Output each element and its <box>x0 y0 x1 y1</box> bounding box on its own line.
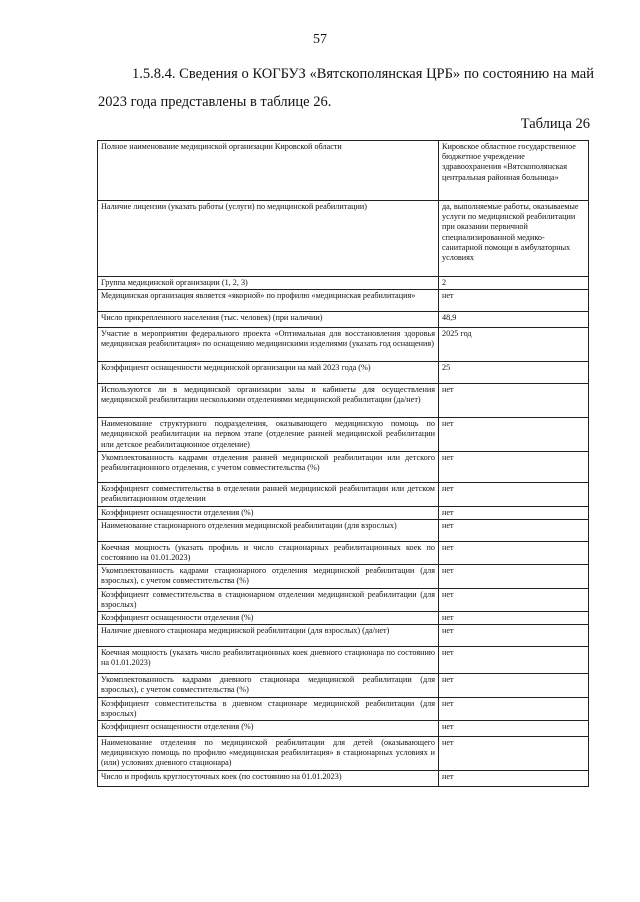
table-row <box>98 721 589 737</box>
row-question: Коэффициент совместительства в дневном стационаре медицинской реабилитации (для взрослых) <box>98 697 439 720</box>
table-row <box>98 277 589 290</box>
table-row <box>98 771 589 787</box>
row-answer: нет <box>439 625 589 647</box>
row-answer: нет <box>439 647 589 674</box>
row-question: Наименование структурного подразделения, оказывающего медицинскую помощь по медицинской реабилитации на первом этапе (отделение ранней медицинской реабилитации или детское реабилитационное отделение) <box>98 418 439 452</box>
row-question: Полное наименование медицинской организации Кировской области <box>98 141 439 201</box>
rehabilitation-info-table <box>97 140 589 787</box>
table-row <box>98 328 589 362</box>
table-label: Таблица 26 <box>520 116 590 132</box>
row-answer: нет <box>439 384 589 418</box>
row-question: Участие в мероприятии федерального проекта «Оптимальная для восстановления здоровья медицинская реабилитация» по оснащению медицинскими изделиями (указать год оснащения) <box>98 328 439 362</box>
row-question: Коечная мощность (указать профиль и число стационарных реабилитационных коек по состоянию на 01.01.2023) <box>98 541 439 564</box>
table-row <box>98 612 589 625</box>
row-question: Коэффициент оснащенности отделения (%) <box>98 612 439 625</box>
row-answer: нет <box>439 737 589 771</box>
table-row <box>98 141 589 201</box>
row-question: Наименование отделения по медицинской реабилитации для детей (оказывающего медицинскую помощь по профилю «медицинская реабилитация» в стационарных условиях и (или) условиях дневного стационара) <box>98 737 439 771</box>
row-question: Коэффициент совместительства в отделении ранней медицинской реабилитации или детском реабилитационном отделении <box>98 483 439 506</box>
table-row <box>98 290 589 312</box>
row-answer: нет <box>439 697 589 720</box>
row-answer: нет <box>439 483 589 506</box>
row-answer: 2025 год <box>439 328 589 362</box>
row-question: Коэффициент совместительства в стационарном отделении медицинской реабилитации (для взрослых) <box>98 588 439 611</box>
row-answer: нет <box>439 541 589 564</box>
table-row <box>98 506 589 519</box>
table-row <box>98 519 589 541</box>
table-row <box>98 625 589 647</box>
row-question: Укомплектованность кадрами дневного стационара медицинской реабилитации (для взрослых), с учетом совместительства (%) <box>98 674 439 697</box>
row-question: Коэффициент оснащенности медицинской организации на май 2023 года (%) <box>98 362 439 384</box>
row-question: Группа медицинской организации (1, 2, 3) <box>98 277 439 290</box>
row-question: Число прикрепленного населения (тыс. человек) (при наличии) <box>98 312 439 328</box>
row-question: Укомплектованность кадрами отделения ранней медицинской реабилитации или детского реабилитационного отделения, с учетом совместительства (%) <box>98 452 439 483</box>
row-answer: нет <box>439 565 589 588</box>
row-question: Число и профиль круглосуточных коек (по состоянию на 01.01.2023) <box>98 771 439 787</box>
row-question: Коэффициент оснащенности отделения (%) <box>98 506 439 519</box>
row-question: Коэффициент оснащенности отделения (%) <box>98 721 439 737</box>
table-row <box>98 697 589 720</box>
row-answer: нет <box>439 506 589 519</box>
row-answer: нет <box>439 612 589 625</box>
table-row <box>98 565 589 588</box>
table-row <box>98 384 589 418</box>
row-answer: 48,9 <box>439 312 589 328</box>
table-row <box>98 418 589 452</box>
row-question: Медицинская организация является «якорной» по профилю «медицинская реабилитация» <box>98 290 439 312</box>
row-answer: 2 <box>439 277 589 290</box>
row-answer: нет <box>439 452 589 483</box>
row-answer: нет <box>439 290 589 312</box>
table-row <box>98 452 589 483</box>
table-row <box>98 647 589 674</box>
table-row <box>98 674 589 697</box>
table-row <box>98 201 589 277</box>
row-answer: Кировское областное государственное бюджетное учреждение здравоохранения «Вятскополянская центральная районная больница» <box>439 141 589 201</box>
row-question: Наименование стационарного отделения медицинской реабилитации (для взрослых) <box>98 519 439 541</box>
table-row <box>98 541 589 564</box>
row-answer: да, выполняемые работы, оказываемые услуги по медицинской реабилитации при оказании первичной специализированной медико-санитарной помощи в амбулаторных условиях <box>439 201 589 277</box>
row-answer: нет <box>439 418 589 452</box>
row-answer: 25 <box>439 362 589 384</box>
row-question: Наличие дневного стационара медицинской реабилитации (для взрослых) (да/нет) <box>98 625 439 647</box>
page-number: 57 <box>313 32 327 47</box>
row-answer: нет <box>439 588 589 611</box>
row-answer: нет <box>439 674 589 697</box>
row-question: Используются ли в медицинской организации залы и кабинеты для осуществления медицинской реабилитации несколькими отделениями медицинской реабилитации (да/нет) <box>98 384 439 418</box>
row-answer: нет <box>439 721 589 737</box>
table-row <box>98 483 589 506</box>
table-row <box>98 312 589 328</box>
table-row <box>98 588 589 611</box>
table-row <box>98 362 589 384</box>
table-body <box>98 141 589 787</box>
section-heading: 1.5.8.4. Сведения о КОГБУЗ «Вятскополянская ЦРБ» по состоянию на май 2023 года представлены в таблице 26. <box>98 66 594 110</box>
table-row <box>98 737 589 771</box>
row-question: Коечная мощность (указать число реабилитационных коек дневного стационара по состоянию на 01.01.2023) <box>98 647 439 674</box>
row-answer: нет <box>439 519 589 541</box>
row-answer: нет <box>439 771 589 787</box>
row-question: Укомплектованность кадрами стационарного отделения медицинской реабилитации (для взрослых), с учетом совместительства (%) <box>98 565 439 588</box>
row-question: Наличие лицензии (указать работы (услуги) по медицинской реабилитации) <box>98 201 439 277</box>
